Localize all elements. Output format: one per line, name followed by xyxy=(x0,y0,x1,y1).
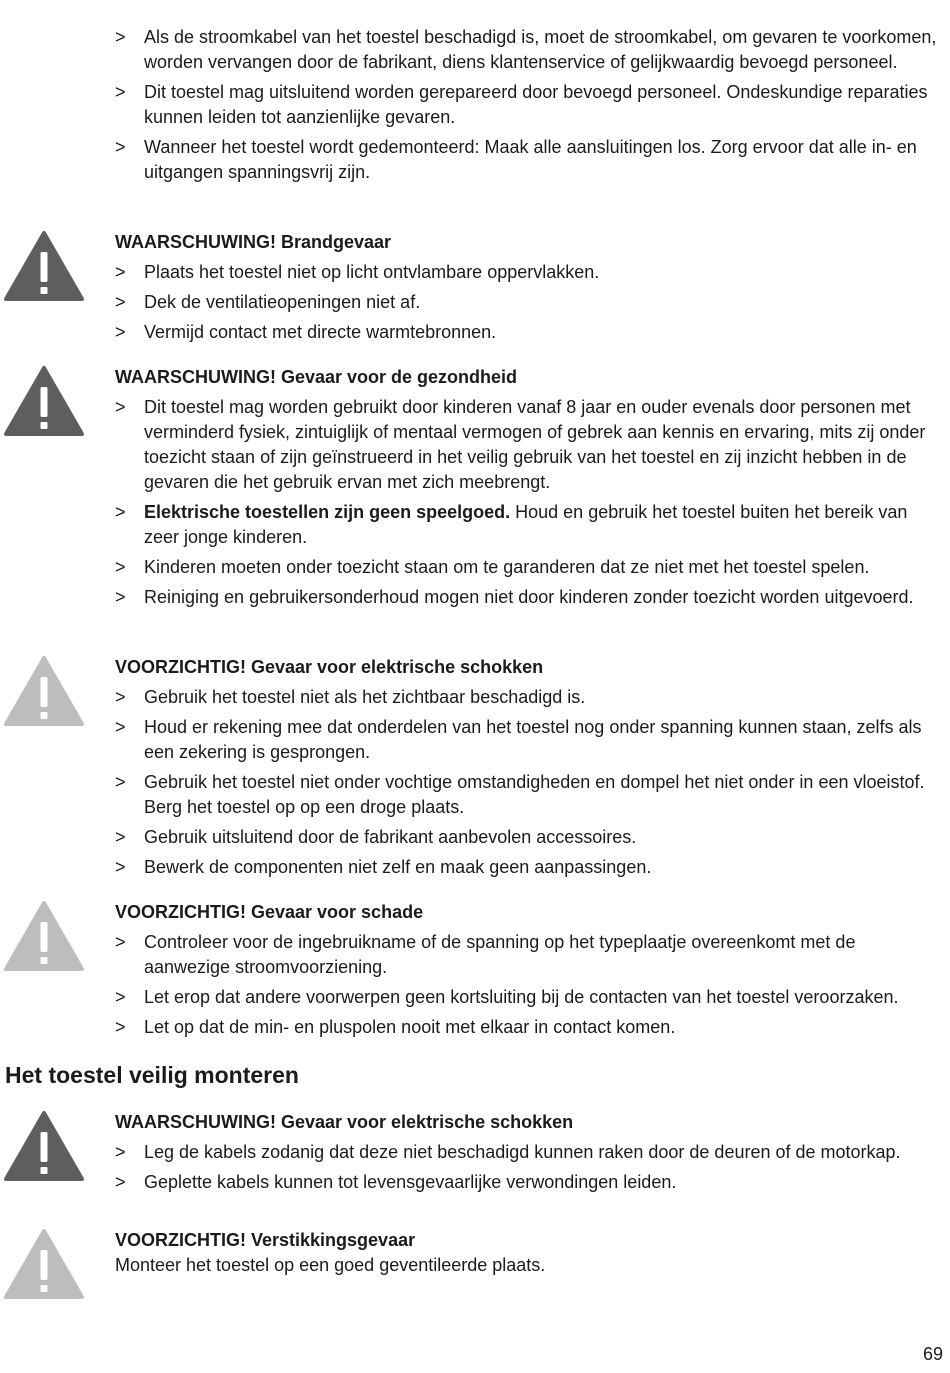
list-item xyxy=(115,1170,945,1195)
bullet-icon: > xyxy=(115,827,126,847)
list-item xyxy=(115,25,945,75)
bullet-icon: > xyxy=(115,322,126,342)
caution-text: Monteer het toestel op een goed geventileerde plaats. xyxy=(115,1255,546,1275)
list-item-text: Gebruik het toestel niet onder vochtige omstandigheden en dompel het niet onder in een vloeistof. Berg het toestel op op een droge plaats. xyxy=(144,772,925,817)
list-item xyxy=(115,825,945,850)
caution-triangle-icon xyxy=(3,655,85,727)
bold-prefix: Elektrische toestellen zijn geen speelgoed. xyxy=(144,502,511,522)
block-content xyxy=(115,655,945,885)
caution-heading: VOORZICHTIG! Gevaar voor elektrische schokken xyxy=(115,657,544,677)
caution-list xyxy=(115,930,945,1040)
bullet-icon: > xyxy=(115,717,126,737)
bullet-icon: > xyxy=(115,857,126,877)
bullet-icon: > xyxy=(115,932,126,952)
top-list xyxy=(115,25,945,185)
bullet-icon: > xyxy=(115,262,126,282)
bullet-icon: > xyxy=(115,1017,126,1037)
list-item xyxy=(115,135,945,185)
warning-triangle-icon xyxy=(3,1110,85,1182)
warning-triangle-icon xyxy=(3,230,85,302)
bullet-icon: > xyxy=(115,587,126,607)
caution-list xyxy=(115,685,945,880)
bullet-icon: > xyxy=(115,502,126,522)
list-item-text: Houd er rekening mee dat onderdelen van het toestel nog onder spanning kunnen staan, zelfs als een zekering is gesprongen. xyxy=(144,717,922,762)
list-item-text: Plaats het toestel niet op licht ontvlambare oppervlakken. xyxy=(144,262,600,282)
list-item-text: Reiniging en gebruikersonderhoud mogen niet door kinderen zonder toezicht worden uitgevoerd. xyxy=(144,587,914,607)
block-content xyxy=(115,900,945,1045)
list-item-text: Geplette kabels kunnen tot levensgevaarlijke verwondingen leiden. xyxy=(144,1172,677,1192)
bullet-icon: > xyxy=(115,137,126,157)
list-item-text: Gebruik uitsluitend door de fabrikant aanbevolen accessoires. xyxy=(144,827,637,847)
warning-heading: WAARSCHUWING! Gevaar voor elektrische schokken xyxy=(115,1112,574,1132)
warning-heading: WAARSCHUWING! Gevaar voor de gezondheid xyxy=(115,367,518,387)
list-item-text: Dit toestel mag worden gebruikt door kinderen vanaf 8 jaar en ouder evenals door personen met verminderd fysiek, zintuiglijk of mentaal vermogen of gebrek aan kennis en ervaring, mits zij onder toezicht staan of zijn geïnstrueerd in het veilig gebruik van het toestel en zij inzicht hebben in de gevaren die het gebruik ervan met zich meebrengt. xyxy=(144,397,926,492)
list-item xyxy=(115,395,945,495)
bullet-icon: > xyxy=(115,397,126,417)
caution-triangle-icon xyxy=(3,1228,85,1300)
caution-heading: VOORZICHTIG! Verstikkingsgevaar xyxy=(115,1230,416,1250)
list-item xyxy=(115,1015,945,1040)
section-title: Het toestel veilig monteren xyxy=(5,1062,299,1088)
list-item xyxy=(115,985,945,1010)
page-number: 69 xyxy=(922,1344,943,1364)
warning-list xyxy=(115,260,945,345)
list-item-text: Let op dat de min- en pluspolen nooit met elkaar in contact komen. xyxy=(144,1017,676,1037)
list-item-text: Dek de ventilatieopeningen niet af. xyxy=(144,292,421,312)
warning-list xyxy=(115,1140,945,1195)
list-item xyxy=(115,320,945,345)
list-item xyxy=(115,500,945,550)
bullet-icon: > xyxy=(115,292,126,312)
bullet-icon: > xyxy=(115,557,126,577)
list-item-text: Gebruik het toestel niet als het zichtbaar beschadigd is. xyxy=(144,687,586,707)
list-item-text: Leg de kabels zodanig dat deze niet beschadigd kunnen raken door de deuren of de motorkap. xyxy=(144,1142,901,1162)
list-item-text: Vermijd contact met directe warmtebronnen. xyxy=(144,322,497,342)
warning-heading: WAARSCHUWING! Brandgevaar xyxy=(115,232,392,252)
warning-list xyxy=(115,395,945,610)
caution-heading: VOORZICHTIG! Gevaar voor schade xyxy=(115,902,424,922)
caution-triangle-icon xyxy=(3,900,85,972)
list-item-text: Wanneer het toestel wordt gedemonteerd: Maak alle aansluitingen los. Zorg ervoor dat alle in- en uitgangen spanningsvrij zijn. xyxy=(144,137,917,182)
list-item xyxy=(115,930,945,980)
bullet-icon: > xyxy=(115,1172,126,1192)
bullet-icon: > xyxy=(115,1142,126,1162)
list-item xyxy=(115,80,945,130)
bullet-icon: > xyxy=(115,987,126,1007)
bullet-icon: > xyxy=(115,687,126,707)
top-list-container xyxy=(115,25,945,190)
warning-triangle-icon xyxy=(3,365,85,437)
list-item xyxy=(115,855,945,880)
block-content xyxy=(115,1110,945,1200)
list-item xyxy=(115,585,945,610)
bullet-icon: > xyxy=(115,82,126,102)
list-item-text: Houd en gebruik het toestel buiten het bereik van zeer jonge kinderen. xyxy=(144,502,908,547)
block-content xyxy=(115,1228,945,1278)
list-item-text: Bewerk de componenten niet zelf en maak geen aanpassingen. xyxy=(144,857,652,877)
list-item-text: Controleer voor de ingebruikname of de spanning op het typeplaatje overeenkomt met de aanwezige stroomvoorziening. xyxy=(144,932,856,977)
bullet-icon: > xyxy=(115,772,126,792)
list-item xyxy=(115,1140,945,1165)
bullet-icon: > xyxy=(115,27,126,47)
list-item xyxy=(115,715,945,765)
list-item-text: Let erop dat andere voorwerpen geen kortsluiting bij de contacten van het toestel veroorzaken. xyxy=(144,987,899,1007)
list-item xyxy=(115,555,945,580)
list-item xyxy=(115,770,945,820)
block-content xyxy=(115,230,945,350)
block-content xyxy=(115,365,945,615)
list-item-text: Kinderen moeten onder toezicht staan om te garanderen dat ze niet met het toestel spelen. xyxy=(144,557,870,577)
list-item-text: Als de stroomkabel van het toestel beschadigd is, moet de stroomkabel, om gevaren te voorkomen, worden vervangen door de fabrikant, diens klantenservice of gelijkwaardig bevoegd personeel. xyxy=(144,27,937,72)
list-item xyxy=(115,260,945,285)
list-item xyxy=(115,685,945,710)
list-item xyxy=(115,290,945,315)
list-item-text: Dit toestel mag uitsluitend worden gerepareerd door bevoegd personeel. Ondeskundige reparaties kunnen leiden tot aanzienlijke gevaren. xyxy=(144,82,928,127)
